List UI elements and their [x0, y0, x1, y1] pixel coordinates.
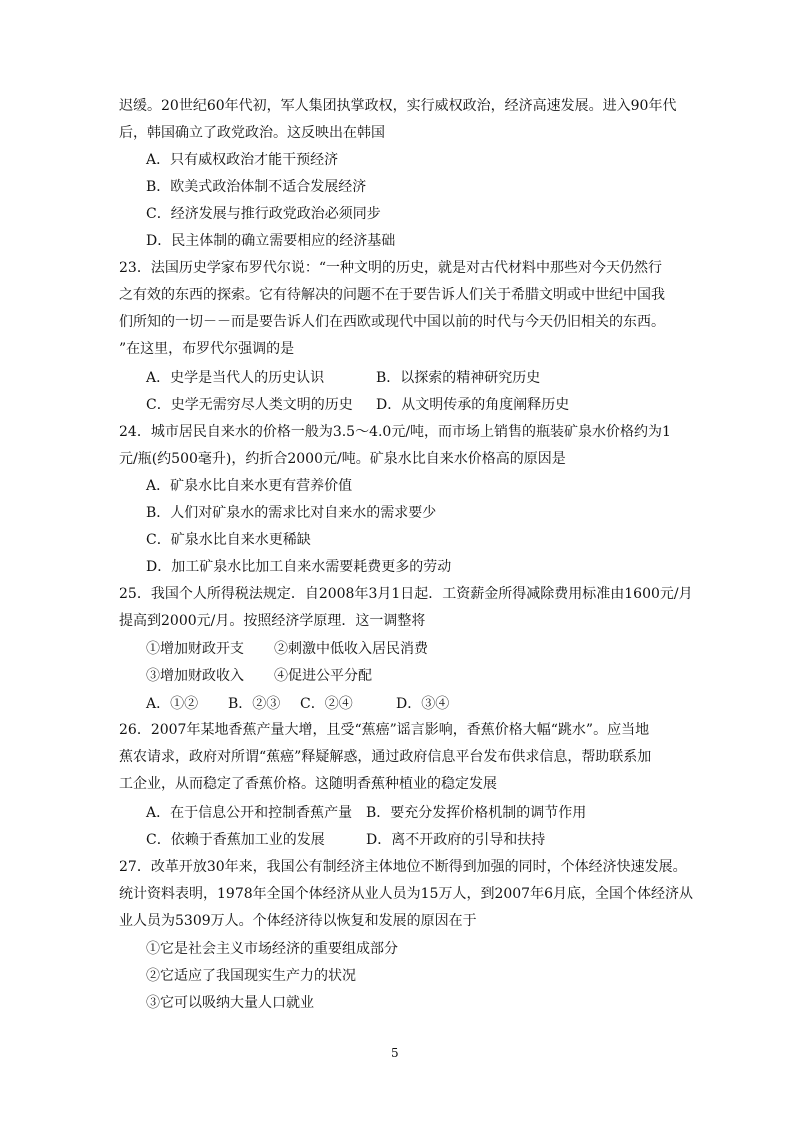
text-line: 后，韩国确立了政党政治。这反映出在韩国: [119, 125, 385, 141]
text-line: 工企业，从而稳定了香蕉价格。这随明香蕉种植业的稳定发展: [119, 776, 497, 792]
text-line: 们所知的一切－－而是要告诉人们在西欧或现代中国以前的时代与今天仍旧相关的东西。: [119, 314, 665, 330]
option-a: A．①②: [146, 696, 199, 712]
option-d: D．民主体制的确立需要相应的经济基础: [146, 233, 396, 249]
option-b: B．以探索的精神研究历史: [376, 370, 541, 386]
text-line: 提高到2000元/月。按照经济学原理．这一调整将: [119, 613, 426, 629]
text-line: 业人员为5309万人。个体经济待以恢复和发展的原因在于: [119, 913, 477, 929]
option-a: A．在于信息公开和控制香蕉产量: [146, 805, 353, 821]
option-b: B．人们对矿泉水的需求比对自来水的需求要少: [146, 505, 437, 521]
option-c: C．史学无需穷尽人类文明的历史: [146, 397, 353, 413]
option-a: A．矿泉水比自来水更有营养价值: [146, 478, 353, 494]
statement-3: ③它可以吸纳大量人口就业: [146, 995, 314, 1011]
question-25: 25．我国个人所得税法规定．自2008年3月1日起．工资薪金所得减除费用标准由1600元/月: [119, 586, 693, 602]
text-line: 之有效的东西的探索。它有待解决的问题不在于要告诉人们关于希腊文明或中世纪中国我: [119, 287, 665, 303]
statement-2: ②它适应了我国现实生产力的状况: [146, 968, 356, 984]
option-c: C．经济发展与推行政党政治必须同步: [146, 206, 381, 222]
text-line: 迟缓。20世纪60年代初，军人集团执掌政权，实行威权政治，经济高速发展。进入90年代: [119, 98, 677, 114]
page-number: 5: [391, 1046, 399, 1060]
option-d: D．加工矿泉水比加工自来水需要耗费更多的劳动: [146, 559, 452, 575]
statement-1: ①增加财政开支: [146, 641, 244, 657]
option-d: D．离不开政府的引导和扶持: [366, 832, 546, 848]
statement-4: ④促进公平分配: [274, 668, 372, 684]
question-23: 23．法国历史学家布罗代尔说：“一种文明的历史，就是对古代材料中那些对今天仍然行: [119, 260, 662, 276]
question-24: 24．城市居民自来水的价格一般为3.5～4.0元/吨，而市场上销售的瓶装矿泉水价格约为1: [119, 424, 671, 440]
question-26: 26．2007年某地香蕉产量大增，且受“蕉癌”谣言影响，香蕉价格大幅“跳水”。应当地: [119, 722, 650, 738]
option-c: C．依赖于香蕉加工业的发展: [146, 832, 325, 848]
option-b: B．欧美式政治体制不适合发展经济: [146, 179, 367, 195]
option-d: D．从文明传承的角度阐释历史: [376, 397, 570, 413]
option-c: C．矿泉水比自来水更稀缺: [146, 532, 311, 548]
option-c: C．②④: [300, 696, 353, 712]
statement-3: ③增加财政收入: [146, 668, 244, 684]
text-line: 元/瓶(约500毫升)，约折合2000元/吨。矿泉水比自来水价格高的原因是: [119, 451, 566, 467]
question-27: 27．改革开放30年来，我国公有制经济主体地位不断得到加强的同时，个体经济快速发展。: [119, 859, 687, 875]
statement-1: ①它是社会主义市场经济的重要组成部分: [146, 941, 398, 957]
text-line: 蕉农请求，政府对所谓“蕉癌”释疑解惑，通过政府信息平台发布供求信息，帮助联系加: [119, 749, 652, 765]
text-line: 统计资料表明，1978年全国个体经济从业人员为15万人，到2007年6月底，全国个体经济从: [119, 886, 693, 902]
option-a: A．只有威权政治才能干预经济: [146, 152, 339, 168]
option-b: B．②③: [228, 696, 281, 712]
text-line: ”在这里，布罗代尔强调的是: [119, 341, 295, 357]
option-a: A．史学是当代人的历史认识: [146, 370, 325, 386]
statement-2: ②刺激中低收入居民消费: [274, 641, 428, 657]
option-d: D．③④: [396, 696, 450, 712]
option-b: B．要充分发挥价格机制的调节作用: [366, 805, 587, 821]
